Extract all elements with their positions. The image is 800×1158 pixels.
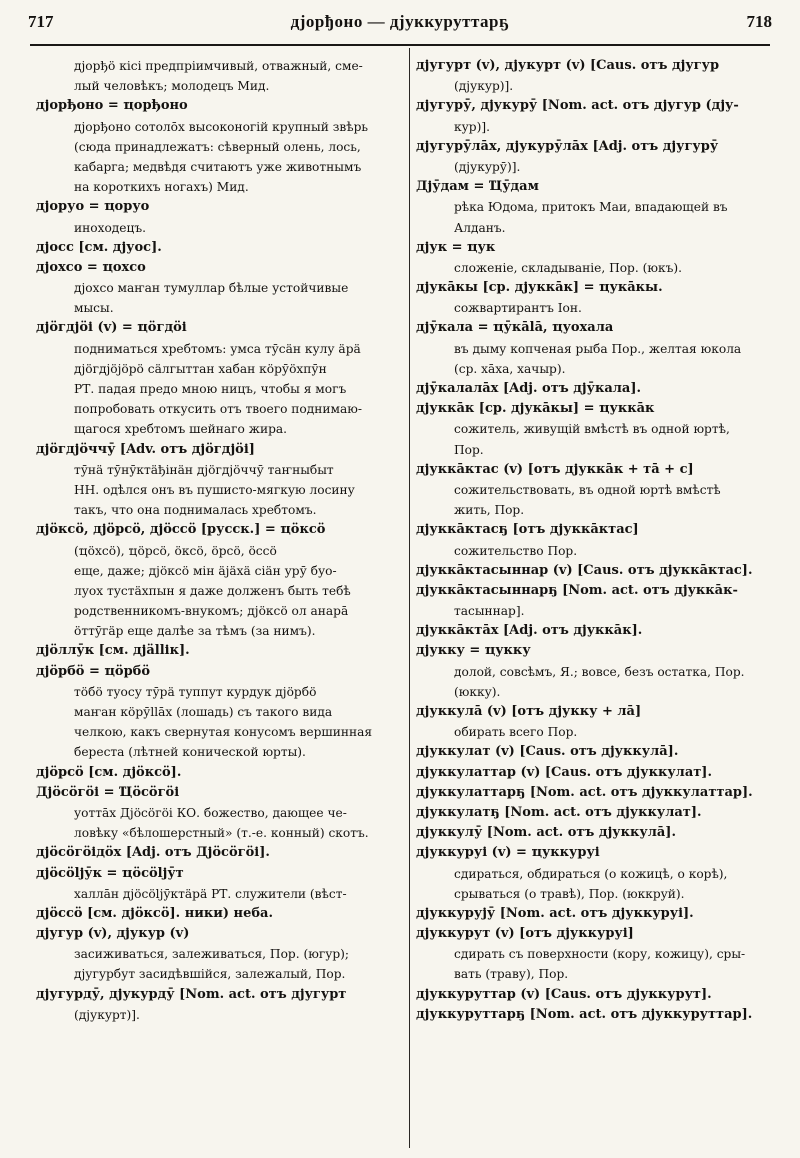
entry-definition: рѣка Юдома, притокъ Маи, впадающей въ [454, 200, 728, 215]
entry-definition: Алданъ. [454, 220, 506, 235]
entry-definition: иноходецъ. [74, 220, 146, 235]
entry-headword: дјоруо = ҵоруо [36, 199, 150, 215]
entry-headword: дјугурт (v), дјукурт (v) [Caus. отъ дјугур [416, 58, 720, 73]
entry-headword: дјорђоно = ҵорђоно [36, 98, 188, 114]
entry-headword: дјугурӯлāх, дјукурӯлāх [Adj. отъ дјугурӯ [416, 138, 719, 154]
page-number-right: 718 [746, 12, 772, 31]
entry-definition: еще, даже; дјöксö мін äјäхä сіäн урӯ буо- [74, 563, 337, 578]
left-column [36, 56, 406, 1025]
entry-headword: дјуккуруі (v) = ҵуккуруі [416, 845, 600, 861]
entry-definition: подниматься хребтомъ: умса тӯсäн кулу äрä [74, 341, 361, 356]
entry-headword: дјӯкалалāх [Adj. отъ дјӯкала]. [416, 381, 642, 396]
entry-definition: ловѣку «бѣлошерстный» (т.-е. конный) скотъ. [74, 826, 369, 841]
entry-definition: (ср. хāха, хачыр). [454, 361, 566, 376]
entry-headword: дјöрбö = ҵöрбö [36, 663, 151, 679]
entry-definition: сложеніе, складываніе, Пор. (юкъ). [454, 260, 682, 275]
entry-definition: сожитель, живущій вмѣстѣ въ одной юртѣ, [454, 422, 730, 437]
entry-headword: дјосс [см. дјуос]. [36, 239, 162, 255]
entry-definition: (юкку). [454, 684, 501, 699]
entry-definition: попробовать откусить отъ твоего поднимаю- [74, 402, 362, 417]
entry-headword: дјук = ҵук [416, 239, 496, 255]
entry-headword: дјуккāктасҕ [отъ дјуккāктас] [416, 522, 639, 538]
entry-headword: дјöгдјöччӯ [Adv. отъ дјöгдјöі] [36, 441, 255, 457]
entry-headword: дјугур (v), дјукур (v) [36, 926, 190, 942]
entry-definition: тöбö туосу тӯрä туппут курдук дјöрбö [74, 684, 317, 699]
entry-definition: дјугурбут засидѣвшійся, залежалый, Пор. [74, 967, 346, 982]
entry-headword: дјöксö, дјöрсö, дјöссö [русск.] = ҵöксö [36, 522, 326, 538]
entry-definition: дјöгдјöјöрö сäлгыттан хабан кöрӯöхпӯн [74, 361, 327, 376]
entry-definition: дјорђ‌ö кісі предпріимчивый, отважный, сме- [74, 59, 363, 73]
entry-definition: сожвартирантъ Іон. [454, 301, 582, 316]
right-column [416, 56, 774, 1025]
entry-definition: вать (траву), Пор. [454, 967, 569, 982]
entry-definition: обирать всего Пор. [454, 725, 578, 740]
entry-definition: (ҵöхсö), ҵöрсö, öксö, öрсö, öссö [74, 543, 277, 558]
entry-definition: кабарга; медвѣдя считаютъ уже животнымъ [74, 159, 362, 174]
entry-definition: сожительствовать, въ одной юртѣ вмѣстѣ [454, 482, 721, 497]
entry-headword: дјохсо = ҵохсо [36, 259, 146, 275]
entry-definition: (дјукурт)]. [74, 1007, 140, 1022]
entry-definition: долой, совсѣмъ, Я.; вовсе, безъ остатка, Пор. [454, 664, 745, 679]
page-number-left: 717 [28, 12, 54, 31]
entry-headword: дјугурдӯ, дјукурдӯ [Nom. act. отъ дјугурт [36, 986, 347, 1002]
entry-definition: (сюда принадлежатъ: сѣверный олень, лось, [74, 139, 361, 154]
entry-definition: öттӯгäр еще далѣе за тѣмъ (за нимъ). [74, 624, 316, 639]
entry-definition: на короткихъ ногахъ) Мид. [74, 180, 249, 195]
entry-definition: кур)]. [454, 119, 490, 134]
entry-headword: дјуккуруттар (v) [Caus. отъ дјуккурут]. [416, 986, 712, 1002]
entry-headword: Дјӯдам = Ҵӯдам [416, 179, 539, 195]
entry-definition: НН. одѣлся онъ въ пушисто-мягкую лосину [74, 482, 355, 497]
entry-definition: маҥан кöрӯllāх (лошадь) съ такого вида [74, 705, 333, 719]
entry-headword: дјуккулаттар (v) [Caus. отъ дјуккулат]. [416, 764, 712, 780]
entry-definition: мысы. [74, 301, 114, 316]
entry-definition: жить, Пор. [454, 503, 525, 518]
entry-definition: (дјукур)]. [454, 79, 514, 94]
entry-headword: дјöсöгöідӧх [Adj. отъ Дјöсöгöі]. [36, 845, 270, 861]
entry-headword: дјуккулатҕ [Nom. act. отъ дјуккулат]. [416, 804, 702, 820]
entry-definition: береста (лѣтней конической юрты). [74, 745, 306, 760]
entry-definition: Пор. [454, 442, 484, 457]
entry-definition: луох тустäхпын я даже долженъ быть тебѣ [74, 583, 351, 598]
entry-headword: дјӯкала = ҵӯкālā, ҵуохала [416, 320, 614, 336]
entry-headword: дјуккулат (v) [Caus. отъ дјуккулā]. [416, 744, 679, 760]
column-divider [409, 48, 410, 1148]
entry-definition: щагося хребтомъ шейнаго жира. [74, 422, 288, 437]
entry-headword: дјуккуруттарҕ [Nom. act. отъ дјуккуруттар]. [416, 1006, 753, 1022]
entry-definition: дјорђоно сотолōх высоконогій крупный звѣрь [74, 119, 369, 134]
entry-headword: дјуккāктас (v) [отъ дјуккāк + тā + с] [416, 461, 694, 477]
entry-headword: Дјöсöгöі = Ҵöсöгöі [36, 784, 180, 800]
entry-headword: дјуккулӯ [Nom. act. отъ дјуккулā]. [416, 825, 676, 841]
entry-headword: дјöрсö [см. дјöксö]. [36, 764, 182, 780]
entry-definition: уоттāх Дјöсöгöі КО. божество, дающее че- [74, 805, 347, 820]
entry-headword: дјуккулā (v) [отъ дјукку + лā] [416, 704, 642, 719]
entry-headword: дјуккāктасыннар (v) [Caus. отъ дјуккāктас]. [416, 562, 753, 578]
entry-definition: лый человѣкъ; молодецъ Мид. [74, 79, 270, 94]
entry-headword: дјукāкы [ср. дјуккāк] = ҵукāкы. [416, 280, 663, 296]
entry-definition: (дјукурӯ)]. [454, 159, 521, 174]
running-header [28, 12, 772, 44]
entry-definition: тасыннар]. [454, 604, 525, 619]
entry-headword: дјугурӯ, дјукурӯ [Nom. act. отъ дјугур (дју- [416, 98, 739, 114]
entry-headword: дјуккāктасыннарҕ [Nom. act. отъ дјуккāк- [416, 582, 738, 598]
entry-headword: дјуккурујӯ [Nom. act. отъ дјуккуруі]. [416, 905, 694, 921]
entry-definition: такъ, что она поднималась хребтомъ. [74, 503, 317, 518]
entry-definition: засиживаться, залеживаться, Пор. (югур); [74, 947, 350, 962]
entry-definition: РТ. падая предо мною ницъ, чтобы я могъ [74, 382, 347, 396]
entry-definition: сожительство Пор. [454, 543, 578, 558]
running-title: дјорђоно — дјуккуруттарҕ [290, 12, 510, 31]
entry-headword: дјöссö [см. дјöксö]. ники) неба. [36, 905, 273, 921]
entry-headword: дјöллӯк [см. дјällік]. [36, 643, 190, 659]
entry-definition: челкою, какъ свернутая конусомъ вершинная [74, 725, 373, 740]
entry-headword: дјуккурут (v) [отъ дјуккуруі] [416, 926, 634, 942]
entry-definition: тӯнä тӯнӯктäђінäн дјöгдјöччӯ таҥныбыт [74, 462, 334, 477]
entry-definition: срываться (о травѣ), Пор. (юккруй). [454, 886, 685, 901]
entry-headword: дјукку = ҵукку [416, 643, 531, 659]
entry-headword: дјöсölјӯк = ҵöсölјӯт [36, 865, 184, 881]
entry-definition: дјохсо маҥан тумуллар бѣлые устойчивые [74, 281, 349, 296]
entry-definition: сдирать съ поверхности (кору, кожицу), сры- [454, 947, 746, 962]
entry-definition: въ дыму копченая рыба Пор., желтая юкола [454, 341, 742, 356]
entry-definition: родственникомъ-внукомъ; дјöксö ол анарā [74, 604, 349, 619]
entry-headword: дјуккāктāх [Adj. отъ дјуккāк]. [416, 623, 643, 639]
entry-headword: дјуккāк [ср. дјукāкы] = ҵуккāк [416, 401, 655, 417]
entry-headword: дјöгдјöі (v) = ҵöгдöі [36, 320, 187, 336]
entry-definition: халлāн дјöсölјӯктäрä РТ. служители (вѣст- [74, 886, 347, 901]
entry-definition: сдираться, обдираться (о кожицѣ, о корѣ), [454, 866, 728, 881]
entry-headword: дјуккулаттарҕ [Nom. act. отъ дјуккулаттар]. [416, 784, 753, 800]
header-rule [30, 44, 770, 46]
